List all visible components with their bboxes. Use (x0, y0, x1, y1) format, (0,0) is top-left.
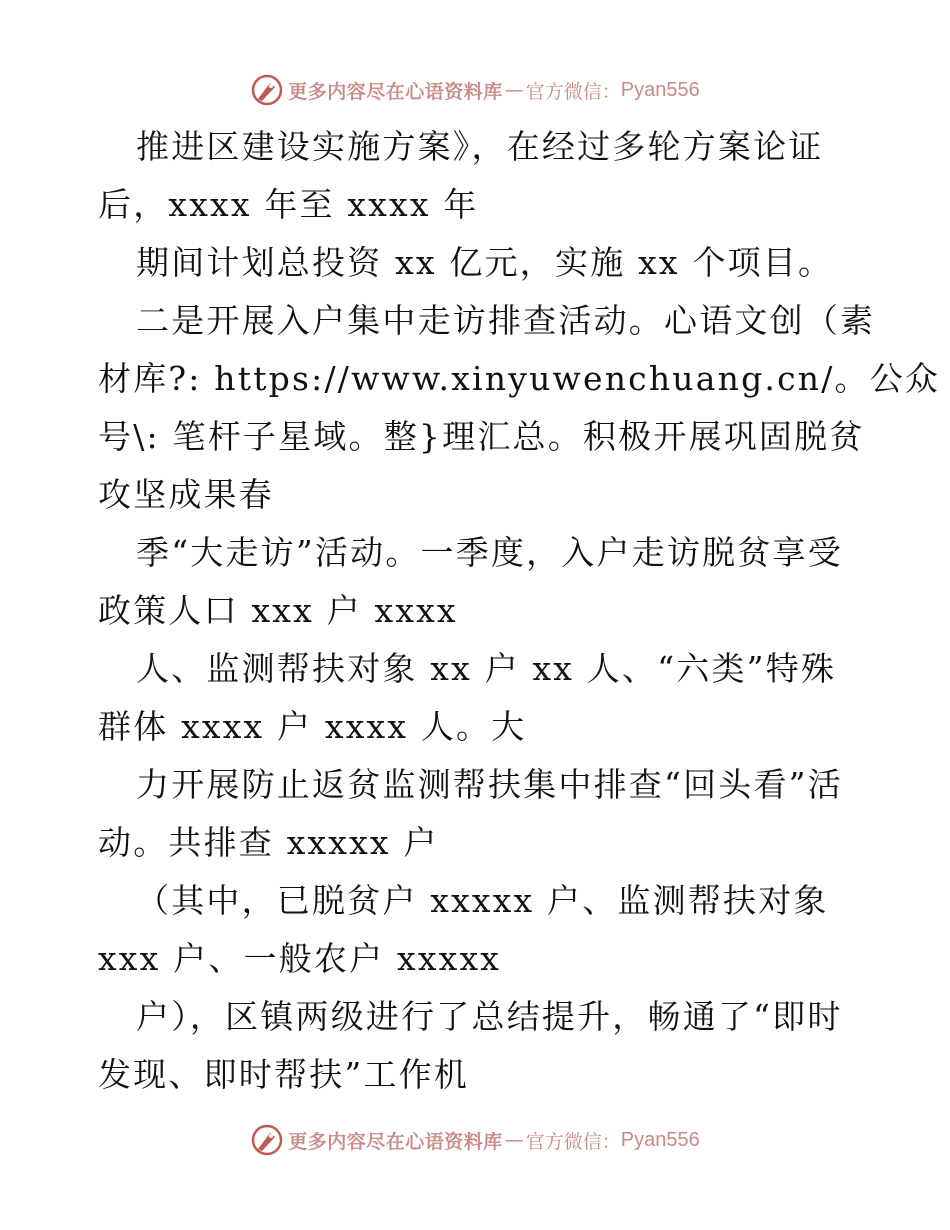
text-line: xxx 户、一般农户 xxxxx (98, 939, 502, 978)
text-line: 群体 xxxx 户 xxxx 人。大 (98, 707, 527, 746)
watermark-suffix-text: 官方微信： (525, 1130, 621, 1153)
watermark-handle: Pyan556 (620, 1128, 700, 1151)
text-line: （其中，已脱贫户 xxxxx 户、监测帮扶对象 (136, 881, 829, 920)
text-line: 期间计划总投资 xx 亿元，实施 xx 个项目。 (136, 243, 834, 282)
text-line: 动。共排查 xxxxx 户 (98, 823, 439, 862)
watermark-suffix-text: 官方微信： (525, 80, 621, 103)
text-line: 后，xxxx 年至 xxxx 年 (98, 185, 479, 224)
text-line: 二是开展入户集中走访排查活动。心语文创（素 (136, 301, 876, 340)
watermark-separator: — (504, 1129, 524, 1151)
watermark-main-text: 更多内容尽在心语资料库 (288, 1130, 503, 1153)
watermark-handle: Pyan556 (620, 78, 700, 101)
pen-nib-logo-icon (250, 1123, 284, 1157)
text-line: 推进区建设实施方案》，在经过多轮方案论证 (136, 127, 824, 166)
text-line: 发现、即时帮扶”工作机 (98, 1055, 470, 1094)
text-line: 户），区镇两级进行了总结提升，畅通了“即时 (136, 997, 843, 1036)
watermark-main-text: 更多内容尽在心语资料库 (288, 80, 503, 103)
watermark-header (0, 70, 950, 110)
pen-nib-logo-icon (250, 73, 284, 107)
text-line: 材库?: https://www.xinyuwenchuang.cn/。公众 (98, 359, 941, 398)
watermark-separator: — (504, 79, 524, 101)
text-line: 力开展防止返贫监测帮扶集中排查“回头看”活 (136, 765, 843, 804)
text-line: 人、监测帮扶对象 xx 户 xx 人、“六类”特殊 (136, 649, 837, 688)
text-line: 攻坚成果春 (98, 475, 274, 514)
text-line: 季“大走访”活动。一季度，入户走访脱贫享受 (136, 533, 843, 572)
watermark-footer (0, 1120, 950, 1160)
text-line: 政策人口 xxx 户 xxxx (98, 591, 458, 630)
text-line: 号\: 笔杆子星域。整}理汇总。积极开展巩固脱贫 (98, 417, 865, 456)
